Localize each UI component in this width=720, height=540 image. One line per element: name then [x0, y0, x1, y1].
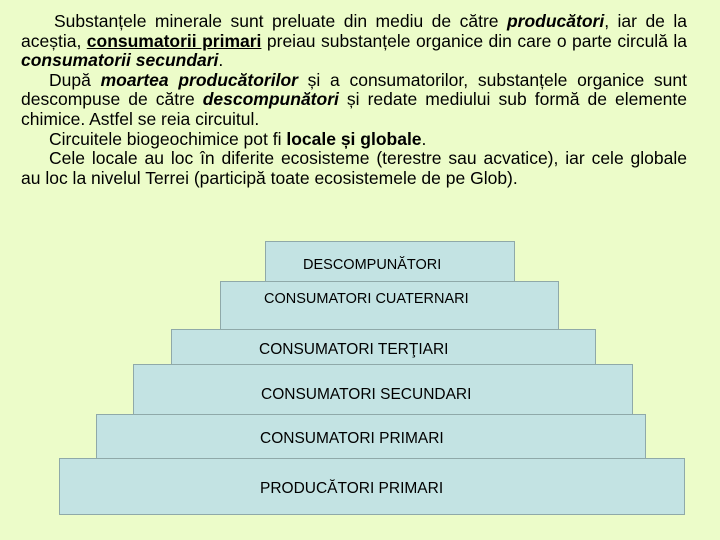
paragraph-2	[21, 71, 687, 130]
text-run: Cele locale au loc în diferite ecosisteme (terestre sau acvatice), iar cele globale au loc la nivelul Terrei (participă toate ecosistemele de pe Glob).	[21, 148, 687, 188]
text-run: și a consumatorilor, substanțele organice sunt descompuse de către	[21, 69, 687, 110]
tier-label-descompunatori: DESCOMPUNĂTORI	[303, 257, 442, 273]
paragraph-3	[21, 130, 687, 150]
text-run: .	[218, 50, 224, 71]
tier-label-consumatori-secundari: CONSUMATORI SECUNDARI	[261, 386, 472, 403]
paragraph-1	[21, 12, 687, 71]
underlined-term: consumatorii primari	[86, 30, 262, 51]
text-run: preiau substanțele organice din care o parte circulă la	[261, 30, 687, 51]
text-run: Circuitele biogeochimice pot fi	[49, 128, 287, 149]
text-run: După	[49, 69, 101, 90]
tier-label-producatori-primari: PRODUCĂTORI PRIMARI	[260, 480, 444, 497]
text-run: , iar de la aceștia,	[21, 11, 687, 51]
bold-term: locale și globale	[286, 128, 422, 149]
text-run: .	[421, 128, 427, 149]
tier-label-consumatori-primari: CONSUMATORI PRIMARI	[260, 430, 444, 447]
tier-label-consumatori-tertiari: CONSUMATORI TERŢIARI	[259, 341, 449, 358]
text-run: și redate mediului sub formă de elemente chimice. Astfel se reia circuitul.	[21, 89, 688, 129]
tier-label-consumatori-cuaternari: CONSUMATORI CUATERNARI	[264, 291, 469, 307]
emphasized-term: consumatorii secundari	[21, 50, 219, 71]
paragraph-4	[21, 149, 687, 188]
emphasized-term: descompunători	[202, 89, 339, 110]
emphasized-term: producători	[506, 11, 605, 31]
emphasized-term: moartea producătorilor	[100, 69, 298, 90]
text-run: Substanțele minerale sunt preluate din mediu de către	[54, 11, 507, 31]
text-block	[21, 12, 687, 188]
